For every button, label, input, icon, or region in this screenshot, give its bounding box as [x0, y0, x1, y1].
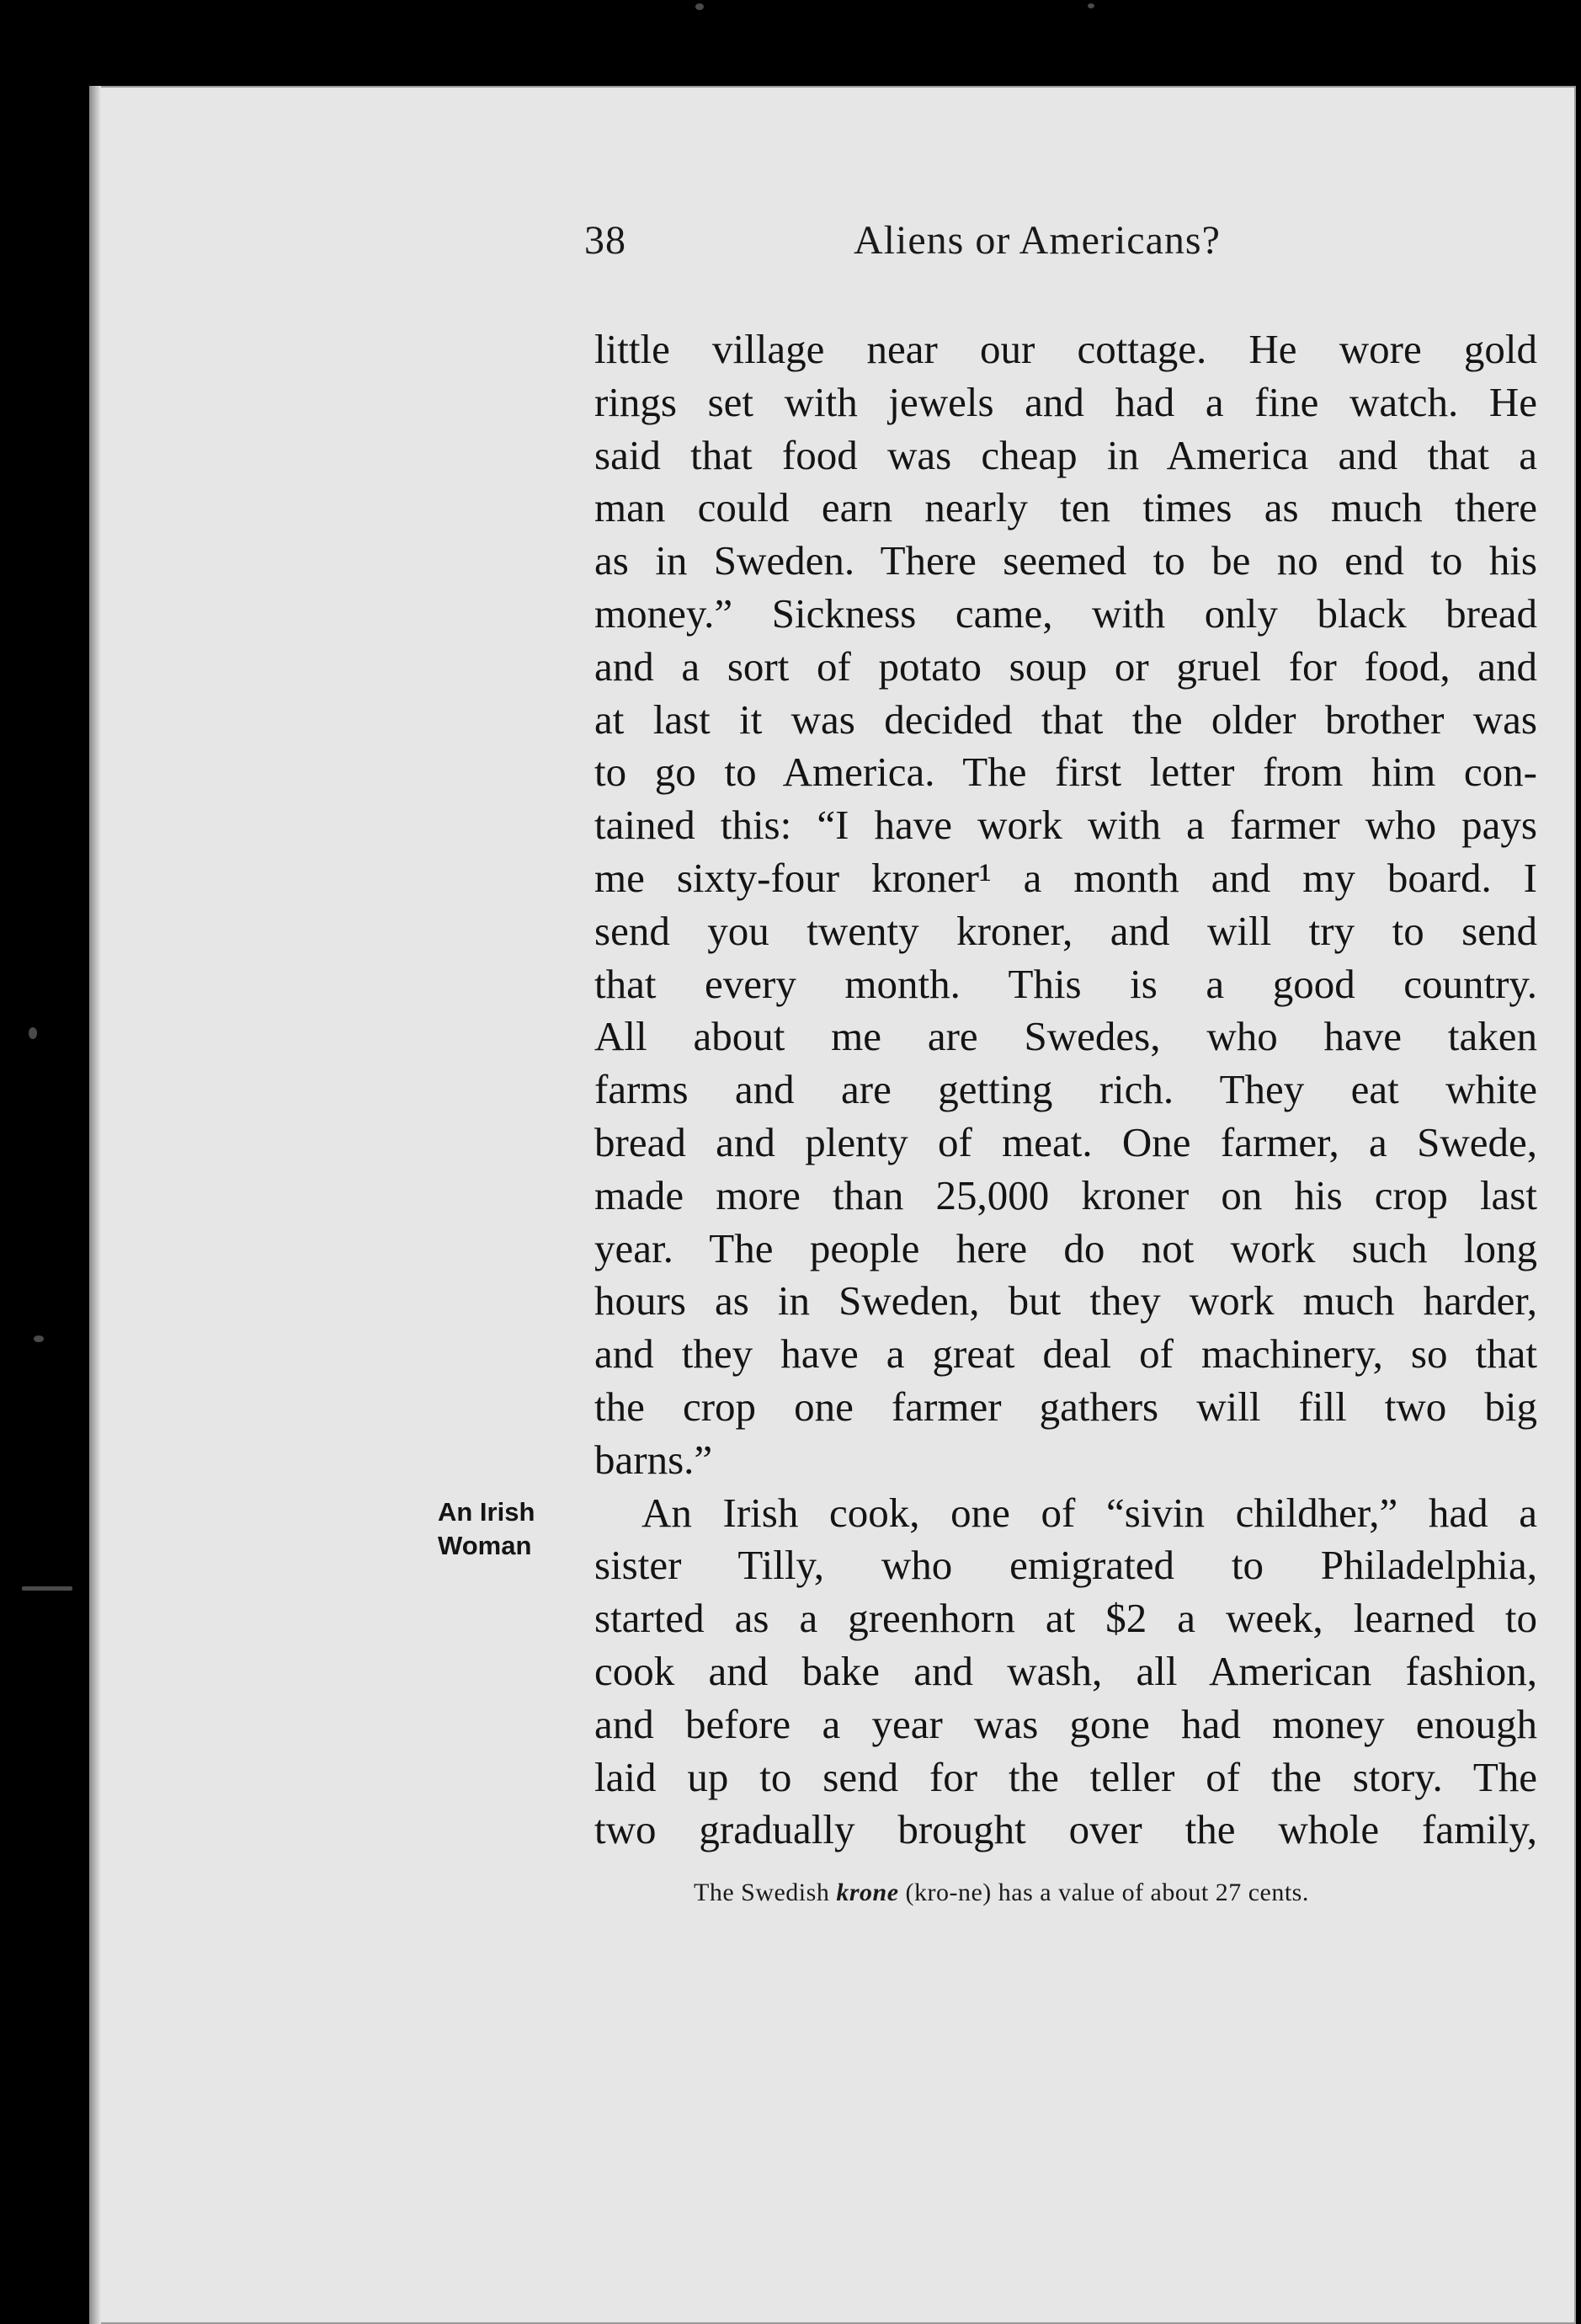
footnote-lead: The Swedish: [694, 1879, 830, 1906]
text-line: bread and plenty of meat. One farmer, a Swede,: [594, 1118, 1537, 1165]
scan-speck: [34, 1335, 44, 1342]
text-line: rings set with jewels and had a fine watch. He: [594, 378, 1537, 425]
text-line: year. The people here do not work such long: [594, 1224, 1537, 1271]
text-line: started as a greenhorn at $2 a week, learned to: [594, 1595, 1537, 1642]
margin-note-line: An Irish: [438, 1497, 535, 1527]
text-line: and a sort of potato soup or gruel for food, and: [594, 642, 1537, 690]
running-head: Aliens or Americans?: [854, 218, 1221, 263]
text-line: and they have a great deal of machinery, so that: [594, 1330, 1537, 1378]
scan-speck: [29, 1027, 37, 1039]
text-line: at last it was decided that the older brother was: [594, 696, 1537, 743]
text-line: as in Sweden. There seemed to be no end to his: [594, 537, 1537, 584]
text-line: All about me are Swedes, who have taken: [594, 1013, 1537, 1060]
page-number: 38: [584, 218, 626, 263]
text-line: little village near our cottage. He wore gold: [594, 326, 1537, 372]
scan-speck: [1088, 3, 1094, 8]
text-line: tained this: “I have work with a farmer who pays: [594, 802, 1537, 849]
text-line: An Irish cook, one of “sivin childher,” had a: [641, 1489, 1537, 1536]
text-line: cook and bake and wash, all American fashion,: [594, 1647, 1537, 1694]
scan-speck: [22, 1586, 72, 1591]
text-line: me sixty-four kroner¹ a month and my board. I: [594, 854, 1537, 901]
text-line: that every month. This is a good country.: [594, 960, 1537, 1007]
text-line: send you twenty kroner, and will try to send: [594, 907, 1537, 954]
footnote-term: krone: [836, 1879, 899, 1906]
text-line: said that food was cheap in America and that a: [594, 431, 1537, 478]
text-line: farms and are getting rich. They eat white: [594, 1066, 1537, 1113]
text-line: and before a year was gone had money enough: [594, 1700, 1537, 1747]
text-line: made more than 25,000 kroner on his crop last: [594, 1171, 1537, 1218]
text-line: to go to America. The first letter from him con-: [594, 749, 1537, 796]
footnote: [694, 1879, 1309, 1907]
text-line: money.” Sickness came, with only black bread: [594, 589, 1537, 637]
text-line: laid up to send for the teller of the story. The: [594, 1753, 1537, 1800]
text-line: hours as in Sweden, but they work much harder,: [594, 1277, 1537, 1325]
body-text: [594, 323, 1537, 1857]
text-line: sister Tilly, who emigrated to Philadelphia,: [594, 1542, 1537, 1589]
text-line: barns.”: [594, 1436, 713, 1483]
margin-note-line: Woman: [438, 1531, 532, 1560]
scan-speck: [695, 3, 704, 10]
footnote-tail: (kro-ne) has a value of about 27 cents.: [905, 1879, 1309, 1906]
text-line: the crop one farmer gathers will fill two big: [594, 1383, 1537, 1430]
text-line: man could earn nearly ten times as much there: [594, 484, 1537, 531]
text-line: two gradually brought over the whole family,: [594, 1806, 1537, 1853]
margin-note: [438, 1495, 535, 1563]
